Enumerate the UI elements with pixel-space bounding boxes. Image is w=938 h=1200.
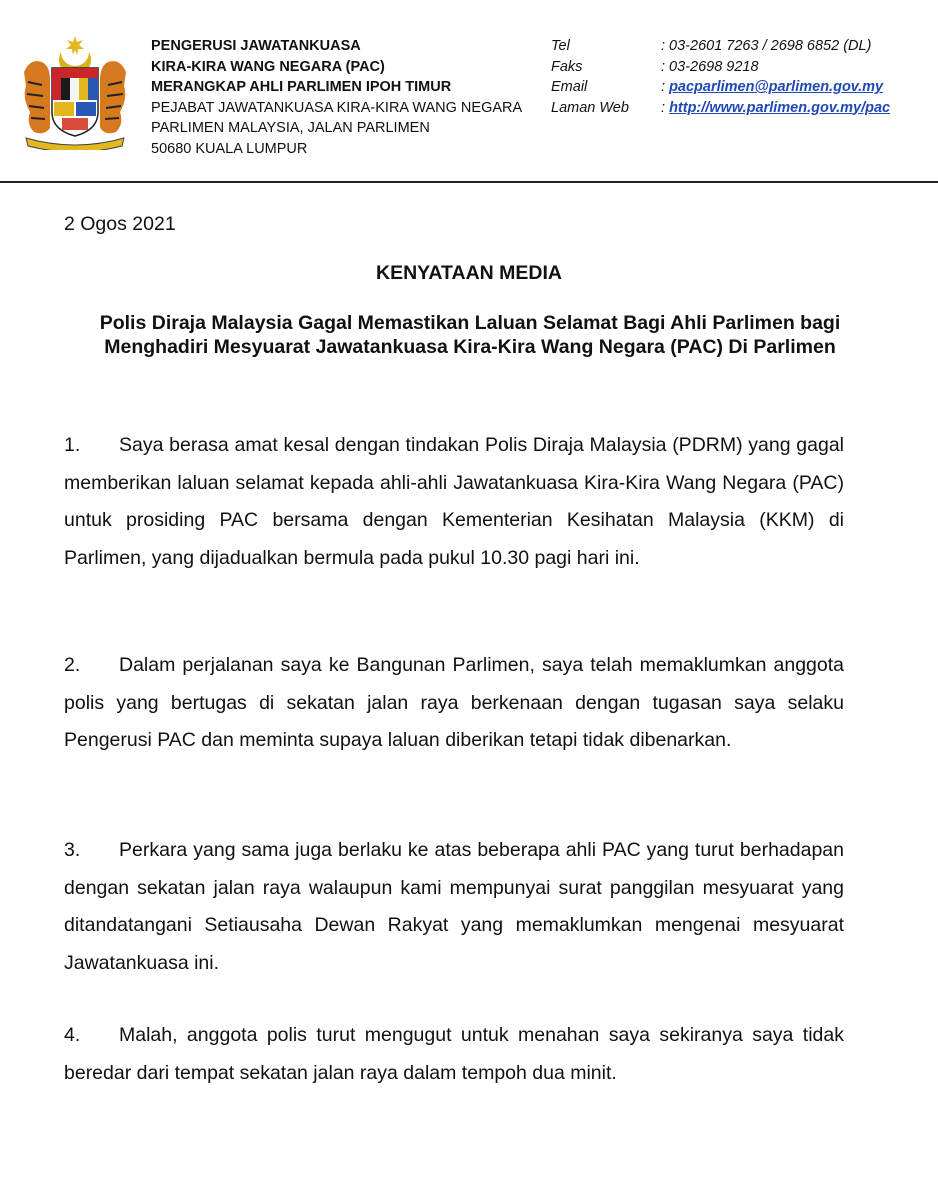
org-line-4: PEJABAT JAWATANKUASA KIRA-KIRA WANG NEGARA xyxy=(151,99,523,116)
header-divider xyxy=(0,181,938,183)
document-date: 2 Ogos 2021 xyxy=(64,213,176,235)
paragraph-1 xyxy=(64,427,844,577)
paragraph-4 xyxy=(64,1017,844,1092)
org-line-2: KIRA-KIRA WANG NEGARA (PAC) xyxy=(151,58,385,75)
web-label: Laman Web xyxy=(551,99,629,116)
web-separator: : xyxy=(661,99,670,116)
website-link[interactable]: http://www.parlimen.gov.my/pac xyxy=(669,99,891,116)
malaysia-coat-of-arms-icon xyxy=(16,32,134,150)
org-line-3: MERANGKAP AHLI PARLIMEN IPOH TIMUR xyxy=(151,79,452,95)
org-line-1: PENGERUSI JAWATANKUASA xyxy=(151,38,361,54)
fax-value: : 03-2698 9218 xyxy=(661,58,759,75)
paragraph-number: 2. xyxy=(64,654,81,676)
paragraph-text: Dalam perjalanan saya ke Bangunan Parlimen, saya telah memaklumkan anggota polis yang bertugas di sekatan jalan raya berkenaan dengan tugasan saya selaku Pengerusi PAC dan meminta supaya laluan diberikan tetapi tidak dibenarkan. xyxy=(64,654,844,751)
organization-address xyxy=(151,36,522,159)
document-subject: Polis Diraja Malaysia Gagal Memastikan Laluan Selamat Bagi Ahli Parlimen bagi Menghadiri Mesyuarat Jawatankuasa Kira-Kira Wang Negara (PAC) Di Parlimen xyxy=(99,312,841,358)
letterhead xyxy=(0,0,938,182)
paragraph-text: Malah, anggota polis turut mengugut untuk menahan saya sekiranya saya tidak beredar dari tempat sekatan jalan raya dalam tempoh dua minit. xyxy=(64,1024,844,1084)
paragraph-3 xyxy=(64,832,844,982)
paragraph-number: 3. xyxy=(64,839,81,861)
paragraph-text: Saya berasa amat kesal dengan tindakan Polis Diraja Malaysia (PDRM) yang gagal memberikan laluan selamat kepada ahli-ahli Jawatankuasa Kira-Kira Wang Negara (PAC) untuk prosiding PAC bersama dengan Kementerian Kesihatan Malaysia (KKM) di Parlimen, yang dijadualkan bermula pada pukul 10.30 pagi hari ini. xyxy=(64,434,844,569)
document-title: KENYATAAN MEDIA xyxy=(376,262,562,284)
paragraph-number: 4. xyxy=(64,1024,81,1046)
email-separator: : xyxy=(661,79,670,95)
org-line-5: PARLIMEN MALAYSIA, JALAN PARLIMEN xyxy=(151,120,430,136)
email-link[interactable]: pacparlimen@parlimen.gov.my xyxy=(669,79,884,95)
contact-block xyxy=(551,36,890,118)
fax-label: Faks xyxy=(551,58,583,75)
paragraph-2 xyxy=(64,647,844,760)
email-label: Email xyxy=(551,79,588,95)
paragraph-number: 1. xyxy=(64,434,81,456)
paragraph-text: Perkara yang sama juga berlaku ke atas beberapa ahli PAC yang turut berhadapan dengan sekatan jalan raya walaupun kami mempunyai surat panggilan mesyuarat yang ditandatangani Setiausaha Dewan Rakyat yang memaklumkan mengenai mesyuarat Jawatankuasa ini. xyxy=(64,839,844,974)
org-line-6: 50680 KUALA LUMPUR xyxy=(151,140,308,157)
tel-value: : 03-2601 7263 / 2698 6852 (DL) xyxy=(661,38,872,54)
tel-label: Tel xyxy=(551,38,570,54)
